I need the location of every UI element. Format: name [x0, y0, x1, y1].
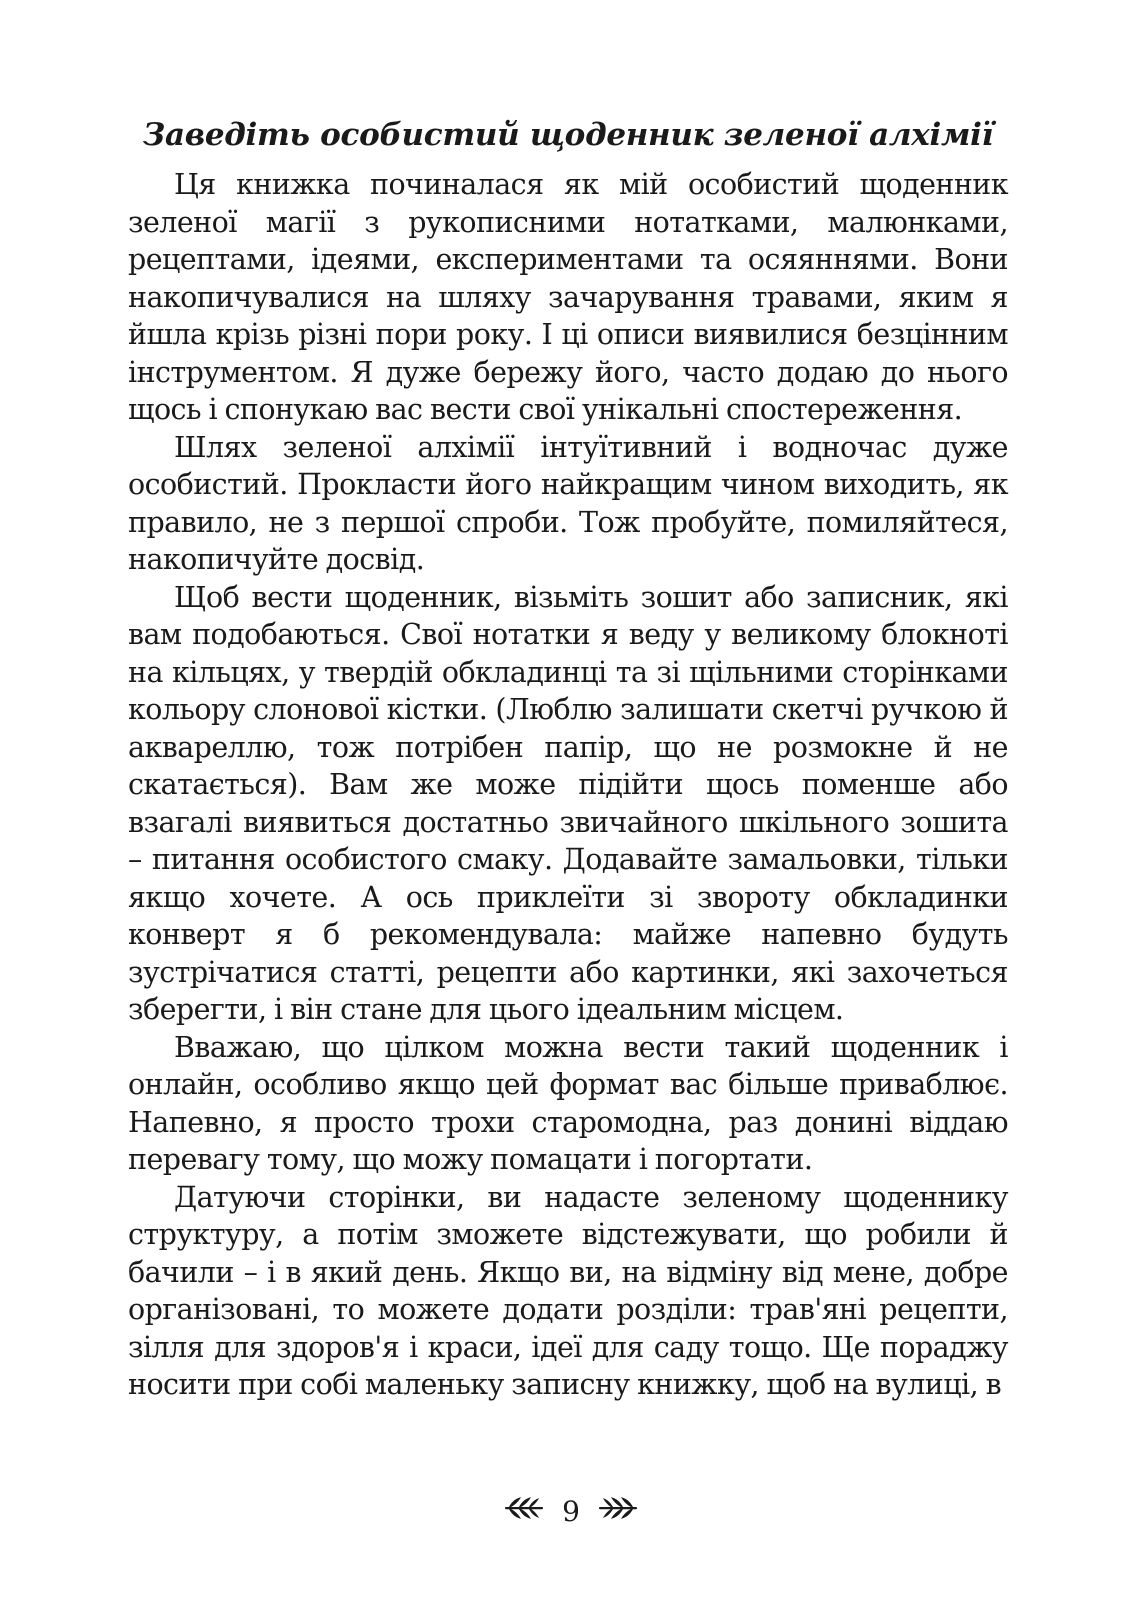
page-footer — [0, 1494, 1142, 1528]
page-body — [128, 116, 1008, 1404]
leaf-ornament-right-icon — [597, 1495, 639, 1528]
paragraph-2: Шлях зеленої алхімії інтуїтивний і водночас дуже особистий. Прокласти його найкращим чином виходить, як правило, не з першої спроби. Тож пробуйте, помиляйтеся, накопичуйте досвід. — [128, 430, 1008, 576]
page-number: 9 — [562, 1494, 580, 1528]
section-heading: Заведіть особистий щоденник зеленої алхімії — [142, 117, 994, 153]
paragraph-3: Щоб вести щоденник, візьміть зошит або записник, які вам подобаються. Свої нотатки я веду у великому блокноті на кільцях, у твердій обкладинці та зі щільними сторінками кольору слонової кістки. (Люблю залишати скетчі ручкою й аквареллю, тож потрібен папір, що не розмокне й не скатається). Вам же може підійти щось поменше або взагалі виявиться достатньо звичайного шкільного зошита – питання особистого смаку. Додавайте замальовки, тільки якщо хочете. А ось приклеїти зі звороту обкладинки конверт я б рекомендувала: майже напевно будуть зустрічатися статті, рецепти або картинки, які захочеться зберегти, і він стане для цього ідеальним місцем. — [128, 580, 1008, 1026]
paragraph-4: Вважаю, що цілком можна вести такий щоденник і онлайн, особливо якщо цей формат вас більше приваблює. Напевно, я просто трохи старомодна, раз донині віддаю перевагу тому, що можу помацати і погортати. — [128, 1030, 1008, 1176]
paragraph-5: Датуючи сторінки, ви надасте зеленому щоденнику структуру, а потім зможете відстежувати, що робили й бачили – і в який день. Якщо ви, на відміну від мене, добре організовані, то можете додати розділи: трав'яні рецепти, зілля для здоров'я і краси, ідеї для саду тощо. Ще пораджу носити при собі маленьку записну книжку, щоб на вулиці, в — [128, 1180, 1008, 1401]
leaf-ornament-left-icon — [503, 1495, 545, 1528]
paragraph-1: Ця книжка починалася як мій особистий щоденник зеленої магії з рукописними нотатками, малюнками, рецептами, ідеями, експериментами та осяяннями. Вони накопичувалися на шляху зачарування травами, яким я йшла крізь різні пори року. І ці описи виявилися безцінним інструментом. Я дуже бережу його, часто додаю до нього щось і спонукаю вас вести свої унікальні спостереження. — [128, 168, 1008, 426]
